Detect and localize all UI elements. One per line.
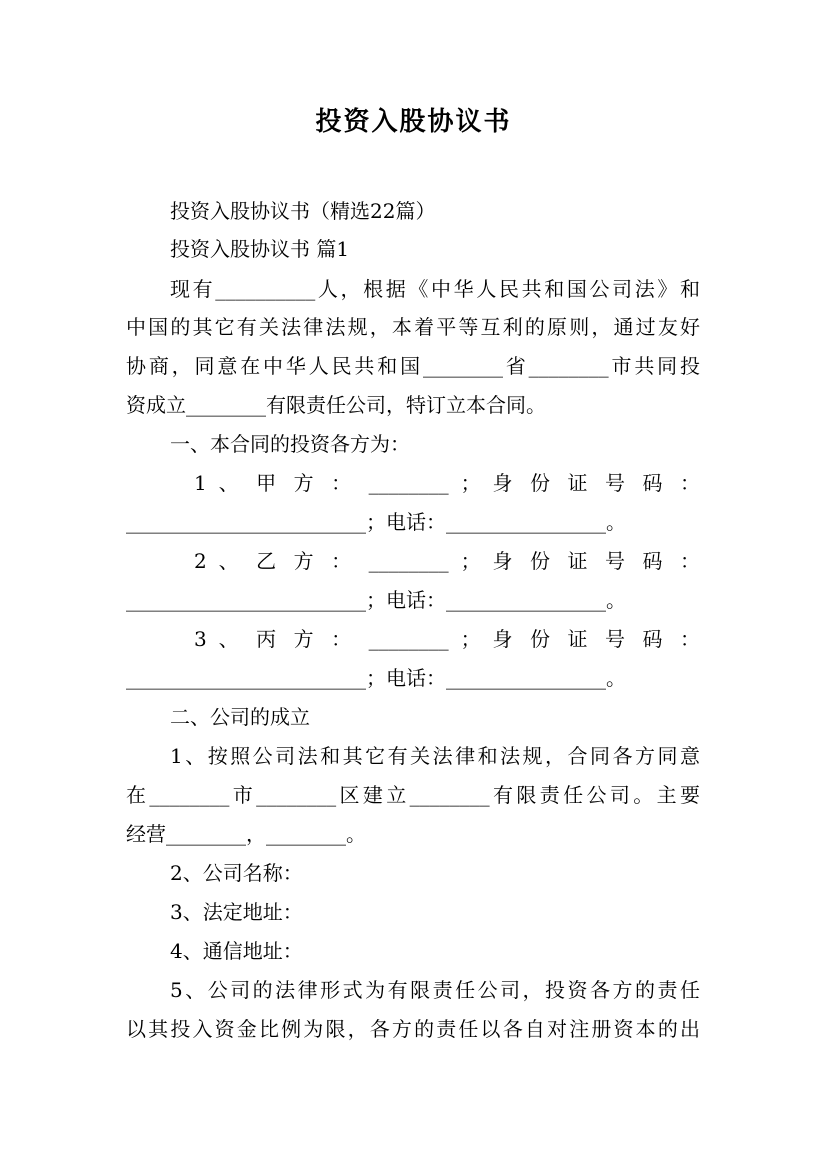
party-line: 3 、 丙 方 ： ________ ； 身 份 证 号 码 ： bbox=[194, 627, 700, 651]
paragraph-line: 中国的其它有关法律法规，本着平等互利的原则，通过友好 bbox=[126, 315, 700, 339]
paragraph-line: 5、公司的法律形式为有限责任公司，投资各方的责任 bbox=[170, 978, 700, 1002]
party-line: 2 、 乙 方 ： ________ ； 身 份 证 号 码 ： bbox=[194, 549, 700, 573]
section-label: 投资入股协议书 篇1 bbox=[170, 237, 350, 261]
document-title: 投资入股协议书 bbox=[315, 107, 512, 137]
party-line: 1 、 甲 方 ： ________ ； 身 份 证 号 码 ： bbox=[194, 471, 700, 495]
paragraph-line: 2、公司名称： bbox=[170, 861, 303, 885]
section-heading: 二、公司的成立 bbox=[170, 705, 310, 729]
paragraph-line: 以其投入资金比例为限，各方的责任以各自对注册资本的出 bbox=[126, 1017, 700, 1041]
paragraph-line: 现有__________人，根据《中华人民共和国公司法》和 bbox=[170, 277, 700, 301]
party-line: ________________________；电话：________________。 bbox=[126, 666, 626, 690]
party-line: ________________________；电话：________________。 bbox=[126, 510, 626, 534]
paragraph-line: 资成立________有限责任公司，特订立本合同。 bbox=[126, 393, 546, 417]
paragraph-line: 3、法定地址： bbox=[170, 900, 303, 924]
document-subtitle: 投资入股协议书（精选22篇） bbox=[170, 199, 436, 223]
paragraph-line: 协商，同意在中华人民共和国________省________市共同投 bbox=[126, 354, 700, 378]
paragraph-line: 4、通信地址： bbox=[170, 939, 303, 963]
paragraph-line: 经营________，________。 bbox=[126, 822, 366, 846]
paragraph-line: 在________市________区建立________有限责任公司。主要 bbox=[126, 783, 700, 807]
section-heading: 一、本合同的投资各方为： bbox=[170, 432, 410, 456]
paragraph-line: 1、按照公司法和其它有关法律和法规，合同各方同意 bbox=[170, 744, 700, 768]
party-line: ________________________；电话：________________。 bbox=[126, 588, 626, 612]
